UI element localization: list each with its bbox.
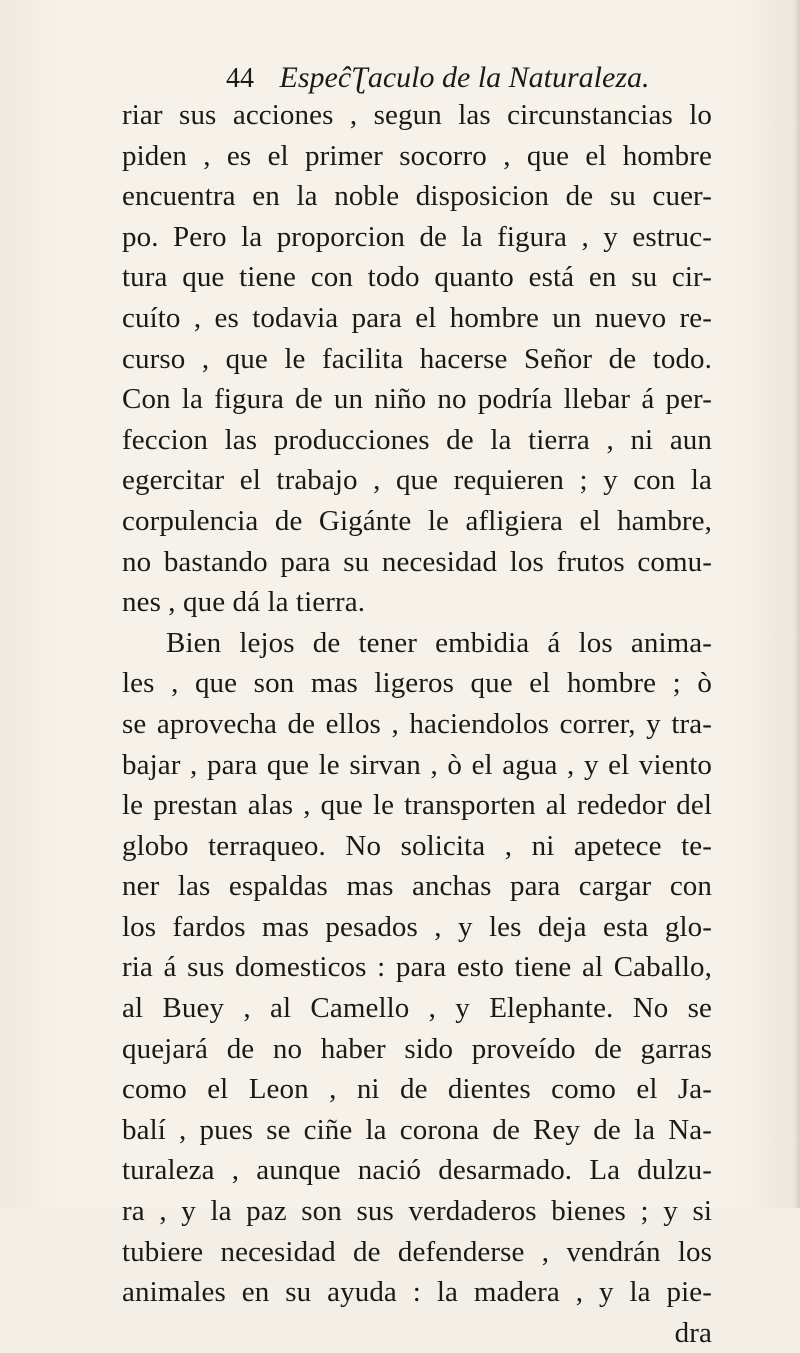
page-edge-shadow — [794, 0, 800, 1208]
text-line: como el Leon , ni de dientes como el Ja- — [122, 1073, 712, 1106]
text-line: riar sus acciones , segun las circunstancias lo — [122, 99, 712, 131]
text-line: egercitar el trabajo , que requieren ; y con la — [122, 464, 712, 497]
text-line: piden , es el primer socorro , que el hombre — [122, 139, 712, 172]
text-line: ria á sus domesticos : para esto tiene al Caballo, — [122, 951, 712, 984]
text-line: bajar , para que le sirvan , ò el agua , y el viento — [122, 748, 712, 781]
text-line: cuíto , es todavia para el hombre un nuevo re- — [122, 301, 712, 334]
paragraph-end-line: nes , que dá la tierra. — [122, 586, 366, 619]
text-line: ner las espaldas mas anchas para cargar con — [122, 870, 712, 903]
text-line: turaleza , aunque nació desarmado. La dulzu- — [122, 1154, 712, 1187]
text-line: feccion las producciones de la tierra , ni aun — [122, 423, 712, 456]
text-line: se aprovecha de ellos , haciendolos correr, y tra- — [122, 707, 712, 740]
text-line: po. Pero la proporcion de la figura , y estruc- — [122, 220, 712, 253]
text-line: tura que tiene con todo quanto está en su cir- — [122, 261, 712, 294]
text-line: al Buey , al Camello , y Elephante. No se — [122, 992, 712, 1025]
body-text — [122, 95, 712, 1353]
text-line: ra , y la paz son sus verdaderos bienes ; y si — [122, 1195, 712, 1228]
text-line: corpulencia de Gigánte le afligiera el hambre, — [122, 504, 712, 537]
text-line: balí , pues se ciñe la corona de Rey de la Na- — [122, 1113, 712, 1146]
text-line: tubiere necesidad de defenderse , vendrán los — [122, 1235, 712, 1268]
text-line: los fardos mas pesados , y les deja esta glo- — [122, 910, 712, 943]
text-line: globo terraqueo. No solicita , ni apetece te- — [122, 829, 712, 862]
text-line: curso , que le facilita hacerse Señor de todo. — [122, 342, 712, 375]
text-line: animales en su ayuda : la madera , y la pie- — [122, 1276, 712, 1309]
text-line: Con la figura de un niño no podría llebar á per- — [122, 383, 712, 416]
running-head: EspeĉƮaculo de la Naturaleza. — [279, 61, 650, 94]
paragraph-first-line: Bien lejos de tener embidia á los anima- — [166, 626, 712, 659]
catchword: dra — [674, 1316, 712, 1349]
page-header — [226, 58, 726, 98]
text-line: encuentra en la noble disposicion de su cuer- — [122, 180, 712, 213]
text-line: les , que son mas ligeros que el hombre ; ò — [122, 667, 712, 700]
text-line: quejará de no haber sido proveído de garras — [122, 1032, 712, 1065]
text-line: no bastando para su necesidad los frutos comu- — [122, 545, 712, 578]
text-line: le prestan alas , que le transporten al rededor del — [122, 789, 712, 822]
page-number: 44 — [226, 63, 254, 94]
